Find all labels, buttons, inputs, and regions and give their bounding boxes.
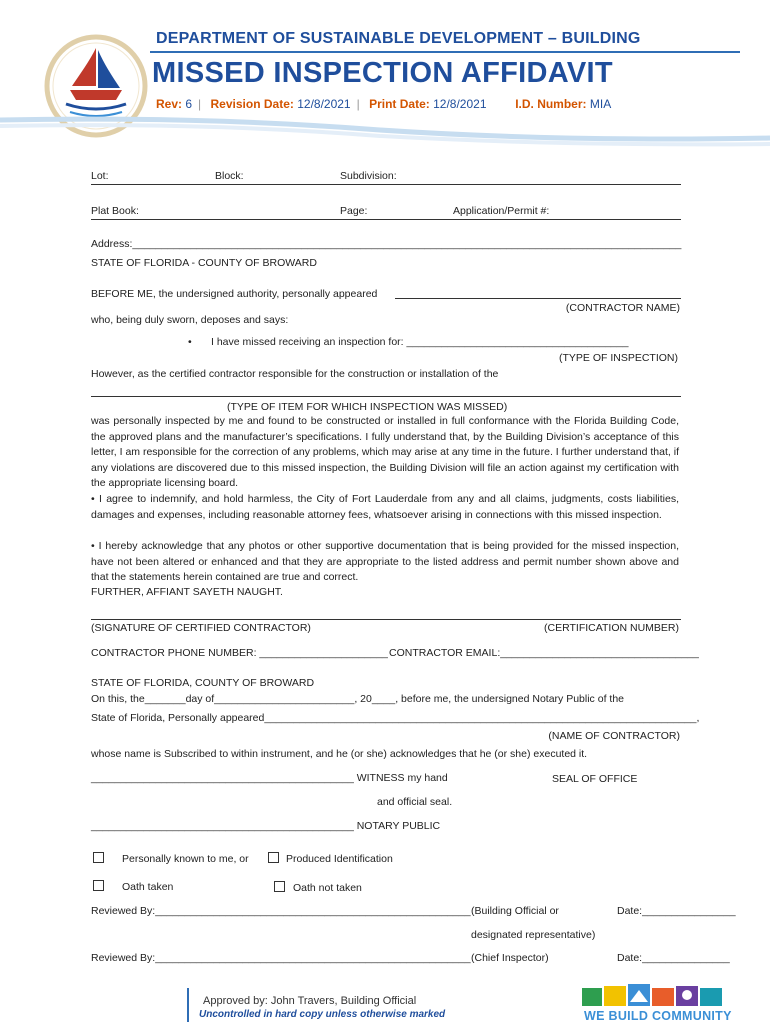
- application-permit-label: Application/Permit #:: [453, 205, 550, 217]
- we-build-community-icons: [582, 982, 724, 1008]
- witness-line[interactable]: _____________________________________________ WITNESS my hand: [91, 772, 448, 784]
- date-field-2[interactable]: Date:_______________: [617, 952, 730, 964]
- certification-number-caption: (CERTIFICATION NUMBER): [544, 622, 679, 634]
- signature-caption: (SIGNATURE OF CERTIFIED CONTRACTOR): [91, 622, 311, 634]
- address-field[interactable]: Address:______________________________________________________________________________________________: [91, 238, 682, 250]
- header-wave-decoration: [0, 112, 770, 152]
- whose-name-text: whose name is Subscribed to within instrument, and he (or she) acknowledges that he (or she) executed it.: [91, 748, 588, 760]
- oath-taken-label: Oath taken: [122, 881, 174, 893]
- chief-inspector-caption: (Chief Inspector): [471, 952, 549, 964]
- page-label: Page:: [340, 205, 368, 217]
- seal-of-office-label: SEAL OF OFFICE: [552, 773, 638, 785]
- acknowledge-paragraph: • I hereby acknowledge that any photos or other supportive documentation that is being provided for the missed inspection, have not been altered or enhanced and that they are appropriate to the listed address and permit number shown above and that the statements herein contained are true and correct.: [91, 540, 679, 584]
- plat-book-label: Plat Book:: [91, 205, 139, 217]
- contractor-name-line[interactable]: [395, 298, 681, 299]
- print-date-label: Print Date:: [369, 97, 430, 111]
- date-field-1[interactable]: Date:________________: [617, 905, 736, 917]
- produced-id-checkbox[interactable]: [268, 852, 279, 865]
- official-seal-text: and official seal.: [377, 796, 453, 808]
- rev-value: 6: [185, 97, 193, 111]
- personally-known-checkbox[interactable]: [93, 852, 104, 865]
- contractor-name-caption: (CONTRACTOR NAME): [565, 302, 680, 314]
- reviewed-by-chief-inspector[interactable]: Reviewed By:______________________________________________________: [91, 952, 471, 964]
- revision-info: Rev: 6 | Revision Date: 12/8/2021 | Print Date: 12/8/2021 I.D. Number: MIA: [156, 97, 612, 111]
- id-number-label: I.D. Number:: [515, 97, 587, 111]
- uncontrolled-copy-notice: Uncontrolled in hard copy unless otherwise marked: [199, 1009, 446, 1020]
- department-heading: DEPARTMENT OF SUSTAINABLE DEVELOPMENT – BUILDING: [156, 30, 641, 47]
- produced-id-label: Produced Identification: [286, 853, 393, 865]
- notary-state-county: STATE OF FLORIDA, COUNTY OF BROWARD: [91, 677, 315, 689]
- revision-date-value: 12/8/2021: [297, 97, 351, 111]
- approved-by-text: Approved by: John Travers, Building Official: [203, 995, 417, 1007]
- on-this-day-text[interactable]: On this, the_______day of________________________, 20____, before me, the undersigned Notary Public of the: [91, 693, 624, 705]
- reviewed-by-building-official[interactable]: Reviewed By:______________________________________________________: [91, 905, 471, 917]
- oath-taken-checkbox[interactable]: [93, 880, 104, 893]
- designated-rep-caption: designated representative): [471, 929, 596, 941]
- missed-inspection-text[interactable]: I have missed receiving an inspection for: ______________________________________: [211, 336, 629, 348]
- signature-line[interactable]: [91, 619, 681, 620]
- document-title: MISSED INSPECTION AFFIDAVIT: [152, 57, 613, 89]
- name-of-contractor-caption: (NAME OF CONTRACTOR): [548, 730, 680, 742]
- id-number-value: MIA: [589, 97, 612, 111]
- oath-not-taken-checkbox[interactable]: [274, 881, 285, 894]
- we-build-community-text: WE BUILD COMMUNITY: [584, 1009, 732, 1023]
- however-text: However, as the certified contractor responsible for the construction or installation of the: [91, 368, 499, 380]
- footer-divider: [187, 988, 189, 1022]
- block-label: Block:: [215, 170, 244, 182]
- contractor-phone-field[interactable]: CONTRACTOR PHONE NUMBER: ______________________: [91, 647, 388, 659]
- lot-block-subdivision-line[interactable]: [91, 184, 681, 185]
- building-official-caption: (Building Official or: [471, 905, 559, 917]
- bullet-icon: •: [188, 336, 192, 348]
- header-divider: [150, 51, 740, 53]
- lot-label: Lot:: [91, 170, 109, 182]
- rev-label: Rev:: [156, 97, 183, 111]
- subdivision-label: Subdivision:: [340, 170, 397, 182]
- platbook-page-permit-line[interactable]: [91, 219, 681, 220]
- sworn-text: who, being duly sworn, deposes and says:: [91, 314, 289, 326]
- further-affiant-text: FURTHER, AFFIANT SAYETH NAUGHT.: [91, 586, 283, 598]
- notary-public-line[interactable]: _____________________________________________ NOTARY PUBLIC: [91, 820, 441, 832]
- print-date-value: 12/8/2021: [433, 97, 487, 111]
- personally-known-label: Personally known to me, or: [122, 853, 249, 865]
- oath-not-taken-label: Oath not taken: [293, 882, 362, 894]
- type-of-item-line[interactable]: [91, 396, 681, 397]
- type-of-inspection-caption: (TYPE OF INSPECTION): [558, 352, 678, 364]
- indemnify-paragraph: • I agree to indemnify, and hold harmless, the City of Fort Lauderdale from any and all claims, judgments, costs liabilities, damages and expenses, including reasonable attorney fees, whatsoever arising in connections with this missed inspection.: [91, 493, 679, 521]
- contractor-email-field[interactable]: CONTRACTOR EMAIL:__________________________________: [389, 647, 699, 659]
- conformance-paragraph: was personally inspected by me and found to be constructed or installed in full conformance with the Florida Building Code, the approved plans and the manufacturer’s specifications. I fully understand that, by the Building Division’s acceptance of this letter, I am responsible for the correction of any problems, which may arise at any time in the future. I further understand that, if any violations are discovered due to this missed inspection, the Building Division will file an action against my certification with the appropriate licensing board.: [91, 415, 679, 490]
- state-county-heading: STATE OF FLORIDA - COUNTY OF BROWARD: [91, 257, 317, 269]
- before-me-text: BEFORE ME, the undersigned authority, personally appeared: [91, 288, 378, 300]
- revision-date-label: Revision Date:: [210, 97, 294, 111]
- type-of-item-caption: (TYPE OF ITEM FOR WHICH INSPECTION WAS MISSED): [227, 401, 508, 413]
- state-personally-appeared[interactable]: State of Florida, Personally appeared__________________________________________________________________________,: [91, 712, 700, 724]
